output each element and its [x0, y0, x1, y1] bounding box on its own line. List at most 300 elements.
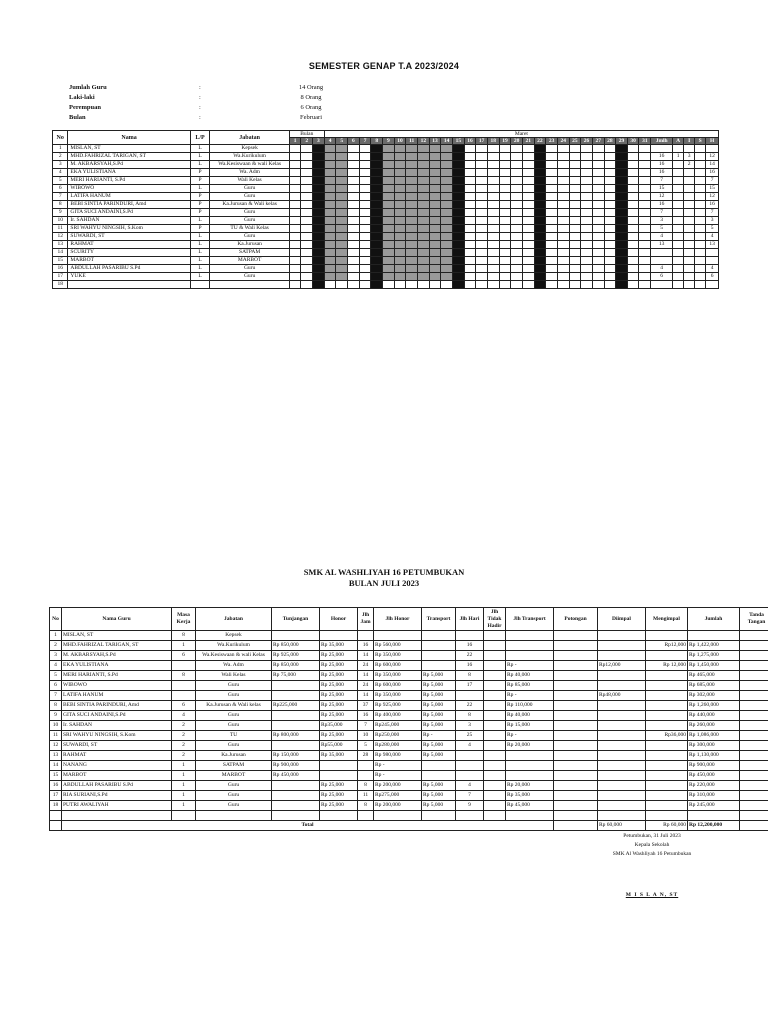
att-mark [581, 169, 593, 177]
att-mark [313, 249, 325, 257]
att-mark [394, 241, 406, 249]
pay-cell: Rp 850,000 [272, 641, 320, 651]
pay-cell: Rp - [506, 691, 554, 701]
pay-cell: Rp35,000 [320, 721, 358, 731]
pay-cell: Ka.Jurusan & Wali kelas [196, 701, 272, 711]
pay-cell [272, 781, 320, 791]
att-s [695, 201, 706, 209]
pay-cell: Guru [196, 711, 272, 721]
att-mark [452, 145, 464, 153]
att-row [53, 233, 719, 241]
att-i [684, 273, 695, 281]
att-mark [394, 273, 406, 281]
att-mark [464, 193, 476, 201]
att-mark [359, 209, 371, 217]
att-mark [569, 177, 581, 185]
att-mark [406, 217, 418, 225]
att-mark [383, 185, 395, 193]
att-mark [289, 217, 301, 225]
att-lp: P [190, 169, 210, 177]
att-mark [487, 217, 499, 225]
att-mark [511, 193, 523, 201]
att-a [673, 249, 684, 257]
att-mark [371, 161, 383, 169]
att-nama: BEBI SINTIA PARINDURI, Amd [68, 201, 190, 209]
pay-cell: Rp 20,000 [506, 741, 554, 751]
pay-cell: 14 [358, 691, 374, 701]
att-a [673, 233, 684, 241]
att-jabatan [210, 281, 289, 289]
att-mark [534, 193, 546, 201]
att-i [684, 265, 695, 273]
att-mark [464, 281, 476, 289]
pay-cell: 6 [172, 651, 196, 661]
att-mark [336, 169, 348, 177]
att-nama: LATIFA HANUM [68, 193, 190, 201]
pay-cell [272, 631, 320, 641]
att-mark [464, 153, 476, 161]
att-lp [190, 281, 210, 289]
pay-cell: RAHMAT [62, 751, 172, 761]
att-mark [371, 153, 383, 161]
pay-cell [456, 631, 484, 641]
att-nama: M. AKBARSYAH,S.Pd [68, 161, 190, 169]
att-h: 16 [706, 169, 719, 177]
pay-cell [740, 651, 768, 661]
pay-cell [50, 821, 62, 831]
att-mark [452, 265, 464, 273]
att-mark [627, 201, 639, 209]
att-mark [313, 217, 325, 225]
att-jabatan: Guru [210, 273, 289, 281]
att-mark [429, 217, 441, 225]
att-mark [348, 193, 360, 201]
att-mark [406, 273, 418, 281]
att-mark [418, 257, 430, 265]
att-mark [476, 161, 488, 169]
pay-cell: Ir. SAHDAN [62, 721, 172, 731]
pay-cell [484, 681, 506, 691]
sign-org: SMK Al Washliyah 16 Petumbukan [612, 851, 692, 857]
pay-cell: 8 [50, 701, 62, 711]
att-mark [324, 217, 336, 225]
att-mark [569, 225, 581, 233]
pay-cell: Rp 900,000 [688, 761, 740, 771]
att-mark [348, 153, 360, 161]
att-i [684, 225, 695, 233]
att-mark [441, 233, 453, 241]
pay-cell: Guru [196, 721, 272, 731]
att-h: 7 [706, 209, 719, 217]
att-header-h: H [706, 138, 719, 145]
pay-cell: Rp 15,000 [506, 721, 554, 731]
att-mark [464, 265, 476, 273]
att-jmlh: 7 [651, 177, 673, 185]
pay-cell [506, 631, 554, 641]
att-no: 15 [53, 257, 68, 265]
pay-cell [598, 631, 646, 641]
att-mark [511, 185, 523, 193]
pay-cell [484, 791, 506, 801]
pay-cell: 16 [456, 661, 484, 671]
pay-cell [740, 691, 768, 701]
pay-row [50, 681, 768, 691]
pay-cell [554, 821, 598, 831]
att-mark [371, 281, 383, 289]
att-mark [627, 209, 639, 217]
pay-cell [646, 781, 688, 791]
att-jmlh: 3 [651, 217, 673, 225]
att-mark [476, 201, 488, 209]
pay-cell [484, 671, 506, 681]
att-header-maret: Maret [324, 131, 718, 138]
pay-cell: GITA SUCI ANDAINI,S.Pd [62, 711, 172, 721]
att-mark [429, 257, 441, 265]
pay-cell [272, 721, 320, 731]
pay-cell [598, 641, 646, 651]
att-mark [581, 145, 593, 153]
att-mark [429, 185, 441, 193]
pay-cell [554, 801, 598, 811]
att-mark [464, 241, 476, 249]
pay-cell: Rp 35,000 [320, 751, 358, 761]
att-mark [324, 233, 336, 241]
pay-cell: MISLAN, ST [62, 631, 172, 641]
att-mark [452, 217, 464, 225]
info-value: 14 Orang [298, 84, 324, 91]
att-i [684, 201, 695, 209]
att-mark [487, 201, 499, 209]
att-mark [487, 265, 499, 273]
att-a [673, 241, 684, 249]
att-mark [336, 201, 348, 209]
att-mark [418, 233, 430, 241]
att-mark [383, 169, 395, 177]
att-lp: L [190, 185, 210, 193]
att-mark [324, 153, 336, 161]
att-mark [464, 233, 476, 241]
att-mark [394, 177, 406, 185]
att-lp: L [190, 233, 210, 241]
pay-cell [740, 811, 768, 821]
pay-cell: Rp 1,450,000 [688, 661, 740, 671]
att-mark [639, 233, 651, 241]
att-mark [476, 145, 488, 153]
att-mark [418, 225, 430, 233]
pay-cell: Rp 850,000 [272, 661, 320, 671]
pay-row [50, 721, 768, 731]
att-mark [289, 233, 301, 241]
pay-cell [484, 811, 506, 821]
att-mark [534, 281, 546, 289]
att-mark [499, 209, 511, 217]
att-mark [557, 265, 569, 273]
att-lp: L [190, 217, 210, 225]
att-mark [499, 265, 511, 273]
att-mark [452, 273, 464, 281]
pay-cell [646, 751, 688, 761]
att-mark [418, 249, 430, 257]
att-mark [406, 161, 418, 169]
att-mark [569, 169, 581, 177]
att-mark [441, 201, 453, 209]
att-nama [68, 281, 190, 289]
pay-cell [554, 631, 598, 641]
pay-cell [554, 761, 598, 771]
pay-cell [374, 811, 422, 821]
att-no: 3 [53, 161, 68, 169]
att-mark [452, 201, 464, 209]
att-a [673, 193, 684, 201]
att-mark [429, 169, 441, 177]
pay-cell: Rp 45,000 [506, 801, 554, 811]
att-mark [499, 217, 511, 225]
pay-header: Tunjangan [272, 608, 320, 631]
att-mark [336, 241, 348, 249]
info-value: 6 Orang [300, 104, 322, 111]
att-mark [592, 257, 604, 265]
pay-cell: 14 [358, 671, 374, 681]
att-s [695, 225, 706, 233]
att-mark [639, 185, 651, 193]
att-mark [394, 281, 406, 289]
pay-cell [422, 811, 456, 821]
att-lp: P [190, 193, 210, 201]
pay-cell [646, 651, 688, 661]
att-header-no: No [53, 131, 68, 145]
att-mark [639, 177, 651, 185]
att-day-27: 27 [592, 138, 604, 145]
att-a [673, 217, 684, 225]
pay-cell [598, 721, 646, 731]
pay-cell [740, 641, 768, 651]
att-s [695, 217, 706, 225]
att-mark [487, 193, 499, 201]
att-h: 6 [706, 273, 719, 281]
att-row [53, 193, 719, 201]
att-mark [604, 273, 616, 281]
att-mark [324, 193, 336, 201]
att-row [53, 225, 719, 233]
pay-cell: Guru [196, 691, 272, 701]
pay-cell: 8 [456, 671, 484, 681]
pay-cell [740, 801, 768, 811]
att-mark [371, 257, 383, 265]
att-mark [324, 249, 336, 257]
pay-cell [598, 781, 646, 791]
pay-cell [598, 701, 646, 711]
att-mark [487, 249, 499, 257]
pay-cell: 10 [50, 721, 62, 731]
att-mark [592, 185, 604, 193]
att-mark [371, 201, 383, 209]
pay-row [50, 631, 768, 641]
pay-cell [646, 811, 688, 821]
pay-cell [554, 751, 598, 761]
att-mark [464, 249, 476, 257]
att-nama: GITA SUCI ANDAINI,S.Pd [68, 209, 190, 217]
sign-place-date: Petumbukan, 31 Juli 2023 [623, 833, 681, 839]
pay-cell: 7 [456, 791, 484, 801]
pay-header: Jlh Jam [358, 608, 374, 631]
att-day-8: 8 [371, 138, 383, 145]
att-mark [359, 153, 371, 161]
att-day-15: 15 [452, 138, 464, 145]
att-mark [313, 225, 325, 233]
att-header-i: I [684, 138, 695, 145]
att-mark [627, 233, 639, 241]
att-mark [487, 273, 499, 281]
att-mark [394, 209, 406, 217]
pay-cell [456, 751, 484, 761]
pay-header: Mengimpal [646, 608, 688, 631]
att-mark [418, 177, 430, 185]
pay-cell: Rp 40,000 [506, 671, 554, 681]
att-mark [616, 209, 628, 217]
att-mark [324, 257, 336, 265]
pay-cell: 11 [358, 791, 374, 801]
att-mark [476, 177, 488, 185]
att-mark [581, 257, 593, 265]
att-no: 4 [53, 169, 68, 177]
att-mark [581, 233, 593, 241]
pay-cell [598, 651, 646, 661]
att-mark [476, 249, 488, 257]
pay-cell [62, 811, 172, 821]
pay-cell [172, 811, 196, 821]
att-mark [289, 209, 301, 217]
pay-cell: Rp 25,000 [320, 701, 358, 711]
att-row [53, 241, 719, 249]
att-mark [604, 249, 616, 257]
att-mark [511, 249, 523, 257]
pay-cell [456, 761, 484, 771]
att-mark [371, 217, 383, 225]
pay-cell: Guru [196, 741, 272, 751]
att-mark [336, 249, 348, 257]
att-s [695, 177, 706, 185]
pay-cell [646, 761, 688, 771]
att-mark [557, 249, 569, 257]
att-mark [441, 169, 453, 177]
pay-cell: 1 [172, 781, 196, 791]
att-mark [348, 249, 360, 257]
att-mark [464, 217, 476, 225]
att-mark [313, 185, 325, 193]
att-mark [359, 169, 371, 177]
pay-cell: MHD.FAHRIZAL TARIGAN, ST [62, 641, 172, 651]
att-mark [557, 185, 569, 193]
att-mark [604, 153, 616, 161]
att-i [684, 217, 695, 225]
att-h: 15 [706, 185, 719, 193]
att-mark [289, 177, 301, 185]
att-mark [418, 265, 430, 273]
att-a [673, 161, 684, 169]
att-no: 7 [53, 193, 68, 201]
pay-cell [272, 811, 320, 821]
pay-cell [646, 631, 688, 641]
att-nama: YUKE [68, 273, 190, 281]
att-mark [313, 265, 325, 273]
att-jabatan: Guru [210, 265, 289, 273]
pay-cell: Rp 310,000 [688, 791, 740, 801]
att-mark [557, 161, 569, 169]
pay-cell [740, 671, 768, 681]
att-mark [359, 161, 371, 169]
att-mark [546, 241, 558, 249]
pay-cell: Rp 980,000 [374, 751, 422, 761]
att-mark [383, 281, 395, 289]
att-lp: L [190, 145, 210, 153]
att-nama: MHD.FAHRIZAL TARIGAN, ST [68, 153, 190, 161]
att-nama: WIBOWO [68, 185, 190, 193]
att-row [53, 217, 719, 225]
att-row [53, 185, 719, 193]
att-mark [441, 249, 453, 257]
att-mark [289, 185, 301, 193]
att-mark [499, 201, 511, 209]
pay-cell: Rp - [422, 731, 456, 741]
att-mark [383, 225, 395, 233]
pay-cell [484, 691, 506, 701]
att-header-jmlh: Jmlh [651, 138, 673, 145]
pay-cell [740, 761, 768, 771]
att-mark [394, 201, 406, 209]
att-mark [522, 217, 534, 225]
att-mark [534, 161, 546, 169]
att-mark [557, 169, 569, 177]
pay-cell: Rp 302,000 [688, 691, 740, 701]
att-day-6: 6 [348, 138, 360, 145]
att-no: 8 [53, 201, 68, 209]
pay-cell [554, 651, 598, 661]
att-mark [639, 225, 651, 233]
pay-cell [554, 771, 598, 781]
att-mark [464, 169, 476, 177]
pay-row [50, 671, 768, 681]
att-mark [616, 265, 628, 273]
pay-cell: Rp275,000 [374, 791, 422, 801]
pay-cell [554, 671, 598, 681]
pay-cell: Rp225,000 [272, 701, 320, 711]
pay-cell [646, 691, 688, 701]
att-mark [301, 257, 313, 265]
att-mark [406, 201, 418, 209]
pay-cell [422, 641, 456, 651]
att-nama: SCURITY [68, 249, 190, 257]
att-mark [371, 185, 383, 193]
att-jmlh [651, 281, 673, 289]
att-mark [383, 273, 395, 281]
att-a [673, 225, 684, 233]
pay-cell: Rp 465,000 [688, 671, 740, 681]
att-mark [546, 209, 558, 217]
att-mark [441, 281, 453, 289]
att-jabatan: Ka.Jurusan & Wali kelas [210, 201, 289, 209]
att-row [53, 257, 719, 265]
att-mark [313, 177, 325, 185]
pay-cell: Wali Kelas [196, 671, 272, 681]
pay-cell: 17 [456, 681, 484, 691]
pay-cell: SRI WAHYU NINGSIH, S.Kom [62, 731, 172, 741]
att-mark [616, 193, 628, 201]
pay-cell: 8 [358, 781, 374, 791]
pay-cell: NANANG [62, 761, 172, 771]
pay-row [50, 791, 768, 801]
pay-cell [358, 771, 374, 781]
pay-cell [740, 751, 768, 761]
